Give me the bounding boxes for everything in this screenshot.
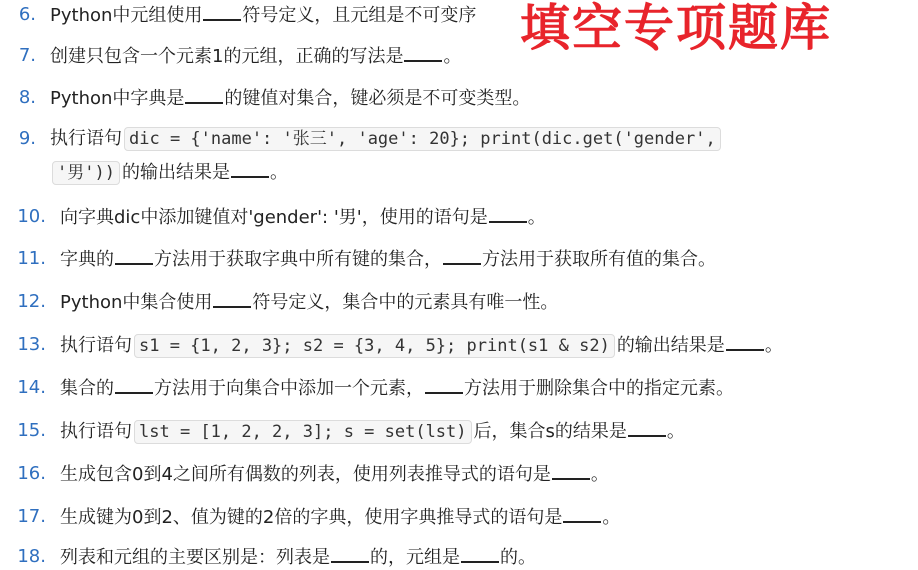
blank xyxy=(213,290,251,308)
text-segment: 。 xyxy=(443,46,462,67)
question-number: 11. xyxy=(17,248,46,269)
text-segment: 。 xyxy=(602,507,621,528)
text-segment: Python中字典是 xyxy=(50,88,185,109)
text-segment: 的输出结果是 xyxy=(121,162,230,183)
question-text xyxy=(60,419,685,444)
text-segment: 。 xyxy=(527,207,546,228)
code-snippet: '男')) xyxy=(52,161,120,185)
text-segment: 。 xyxy=(764,335,783,356)
question-text xyxy=(60,376,734,401)
blank xyxy=(185,86,223,104)
code-snippet: s1 = {1, 2, 3}; s2 = {3, 4, 5}; print(s1 & s2) xyxy=(134,334,615,358)
blank xyxy=(115,247,153,265)
text-segment: 字典的 xyxy=(60,249,114,270)
question-number: 13. xyxy=(17,334,46,355)
text-segment: 创建只包含一个元素1的元组，正确的写法是 xyxy=(50,46,404,67)
text-segment: 生成键为0到2、值为键的2倍的字典，使用字典推导式的语句是 xyxy=(60,507,563,528)
text-segment: 执行语句 xyxy=(60,335,132,356)
question-number: 17. xyxy=(17,506,46,527)
blank xyxy=(404,44,442,62)
text-segment: 生成包含0到4之间所有偶数的列表，使用列表推导式的语句是 xyxy=(60,464,551,485)
question-number: 7. xyxy=(18,45,36,66)
question-text xyxy=(60,247,716,272)
text-segment: Python中元组使用 xyxy=(50,5,203,26)
text-segment: 。 xyxy=(666,421,685,442)
text-segment: 方法用于删除集合中的指定元素。 xyxy=(464,378,734,399)
text-segment: 符号定义，集合中的元素具有唯一性。 xyxy=(252,292,559,313)
text-segment: 符号定义，且元组是不可变序 xyxy=(242,5,477,26)
blank xyxy=(461,545,499,563)
blank xyxy=(563,505,601,523)
blank xyxy=(115,376,153,394)
text-segment: 的。 xyxy=(500,547,536,568)
blank xyxy=(443,247,481,265)
text-segment: 的输出结果是 xyxy=(616,335,725,356)
question-number: 15. xyxy=(17,420,46,441)
code-snippet: lst = [1, 2, 2, 3]; s = set(lst) xyxy=(134,420,472,444)
code-snippet: dic = {'name': '张三', 'age': 20}; print(dic.get('gender', xyxy=(124,127,721,151)
text-segment: 后，集合s的结果是 xyxy=(473,421,627,442)
question-text xyxy=(60,290,558,315)
text-segment: 。 xyxy=(269,162,288,183)
text-segment: Python中集合使用 xyxy=(60,292,213,313)
question-number: 6. xyxy=(18,4,36,25)
text-segment: 方法用于向集合中添加一个元素， xyxy=(154,378,424,399)
text-segment: 的，元组是 xyxy=(370,547,460,568)
question-number: 9. xyxy=(18,128,36,149)
question-text xyxy=(50,44,461,69)
text-segment: 执行语句 xyxy=(50,128,122,149)
text-segment: 集合的 xyxy=(60,378,114,399)
blank xyxy=(552,462,590,480)
text-segment: 的键值对集合，键必须是不可变类型。 xyxy=(224,88,531,109)
question-text xyxy=(60,205,546,230)
blank xyxy=(628,419,666,437)
question-text xyxy=(50,86,530,111)
text-segment: 方法用于获取所有值的集合。 xyxy=(482,249,716,270)
question-number: 16. xyxy=(17,463,46,484)
question-text xyxy=(60,505,620,530)
question-text xyxy=(60,333,783,358)
question-text xyxy=(50,3,476,28)
question-number: 10. xyxy=(17,206,46,227)
blank xyxy=(231,160,269,178)
blank xyxy=(203,3,241,21)
text-segment: 执行语句 xyxy=(60,421,132,442)
text-segment: 列表和元组的主要区别是：列表是 xyxy=(60,547,330,568)
question-number: 14. xyxy=(17,377,46,398)
question-number: 12. xyxy=(17,291,46,312)
question-text xyxy=(50,127,723,151)
question-text xyxy=(60,545,536,570)
text-segment: 向字典dic中添加键值对'gender': '男'，使用的语句是 xyxy=(60,207,488,228)
question-text xyxy=(60,462,609,487)
text-segment: 。 xyxy=(590,464,609,485)
blank xyxy=(489,205,527,223)
blank xyxy=(726,333,764,351)
question-text xyxy=(50,160,288,185)
blank xyxy=(331,545,369,563)
question-number: 8. xyxy=(18,87,36,108)
blank xyxy=(425,376,463,394)
banner-title: 填空专项题库 xyxy=(520,0,832,57)
text-segment: 方法用于获取字典中所有键的集合， xyxy=(154,249,442,270)
question-number: 18. xyxy=(17,546,46,567)
